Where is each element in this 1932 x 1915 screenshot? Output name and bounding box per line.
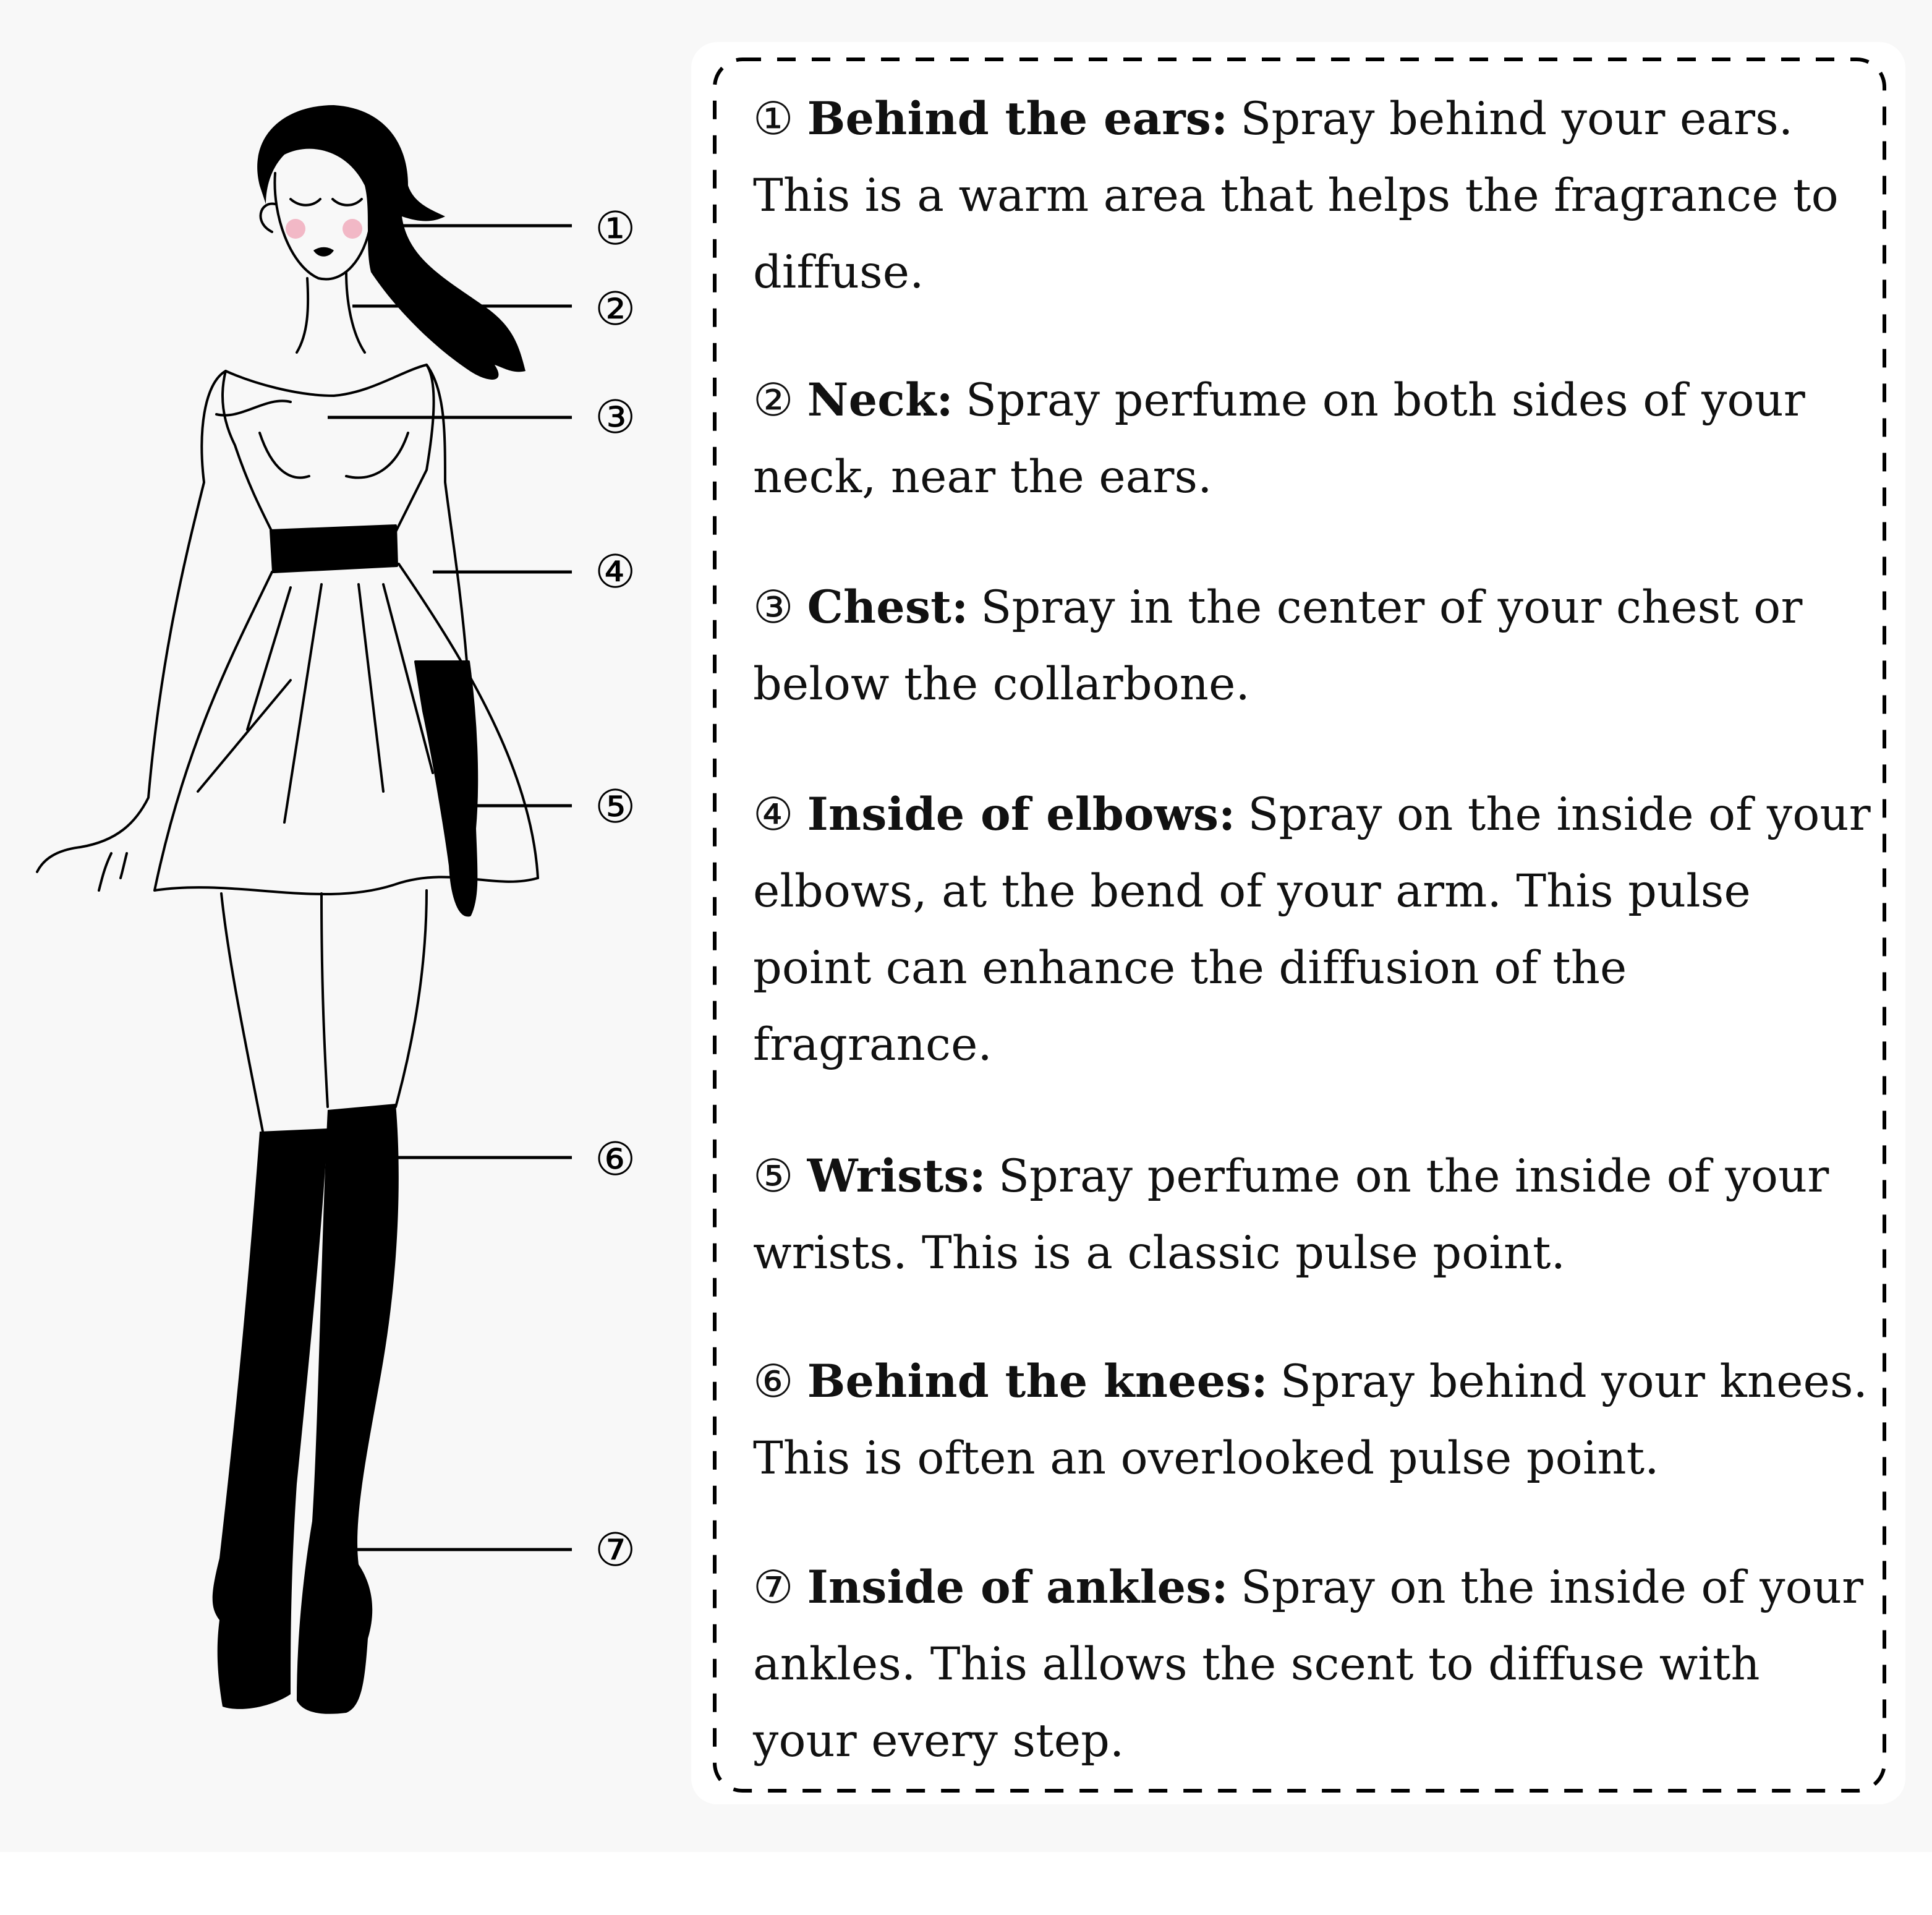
callout-number: ⑦	[595, 1524, 636, 1577]
callout-numbers	[595, 202, 636, 1577]
callout-number: ⑥	[595, 1133, 636, 1186]
tip-inside-elbows	[753, 776, 1872, 1083]
hair	[257, 105, 526, 380]
callout-number: ③	[595, 391, 636, 444]
tip-title: Behind the ears:	[807, 92, 1228, 145]
tip-text: Spray behind your ears. This is a warm area that helps the fragrance to diffuse.	[753, 93, 1839, 299]
tips-card	[691, 42, 1905, 1804]
skirt	[155, 564, 538, 894]
tip-text: Spray on the inside of your elbows, at the bend of your arm. This pulse point can enhance the diffusion of the fragrance.	[753, 788, 1871, 1071]
callout-number: ②	[595, 283, 636, 336]
tip-inside-ankles	[753, 1549, 1872, 1780]
tip-behind-ears	[753, 80, 1872, 311]
left-ear	[260, 204, 275, 232]
tip-text: Spray on the inside of your ankles. This allows the scent to diffuse with your every step.	[753, 1561, 1864, 1767]
tip-text: Spray in the center of your chest or below the collarbone.	[753, 581, 1803, 710]
callout-number: ⑤	[595, 780, 636, 834]
tip-text: Spray perfume on both sides of your neck, near the ears.	[753, 374, 1805, 503]
tip-number: ⑤	[753, 1150, 794, 1203]
tip-wrists	[753, 1138, 1872, 1292]
figure-drawing	[37, 105, 538, 1714]
tip-title: Chest:	[807, 581, 969, 634]
tip-number: ①	[753, 93, 794, 145]
tip-neck	[753, 362, 1872, 516]
tip-title: Behind the knees:	[807, 1355, 1268, 1408]
lips	[313, 247, 334, 257]
right-blush	[343, 219, 362, 239]
woman-illustration	[0, 0, 699, 1852]
neck	[297, 278, 308, 352]
left-arm	[37, 371, 226, 872]
tip-number: ⑦	[753, 1561, 794, 1614]
tip-title: Inside of ankles:	[807, 1561, 1228, 1614]
callout-number: ④	[595, 545, 636, 599]
tip-title: Inside of elbows:	[807, 788, 1236, 841]
left-eye	[291, 199, 320, 205]
right-eye	[333, 199, 362, 205]
belt	[271, 526, 397, 572]
tip-title: Neck:	[807, 373, 953, 427]
tip-number: ③	[753, 581, 794, 634]
thighs	[221, 894, 263, 1132]
tip-behind-knees	[753, 1343, 1872, 1497]
tip-number: ④	[753, 788, 794, 841]
tip-text: Spray perfume on the inside of your wrists. This is a classic pulse point.	[753, 1150, 1829, 1279]
tip-chest	[753, 569, 1872, 723]
tip-number: ⑥	[753, 1355, 794, 1408]
left-blush	[286, 219, 305, 239]
tip-text: Spray behind your knees. This is often an overlooked pulse point.	[753, 1355, 1868, 1485]
tip-title: Wrists:	[807, 1149, 986, 1203]
tip-number: ②	[753, 374, 794, 427]
callout-number: ①	[595, 202, 636, 255]
